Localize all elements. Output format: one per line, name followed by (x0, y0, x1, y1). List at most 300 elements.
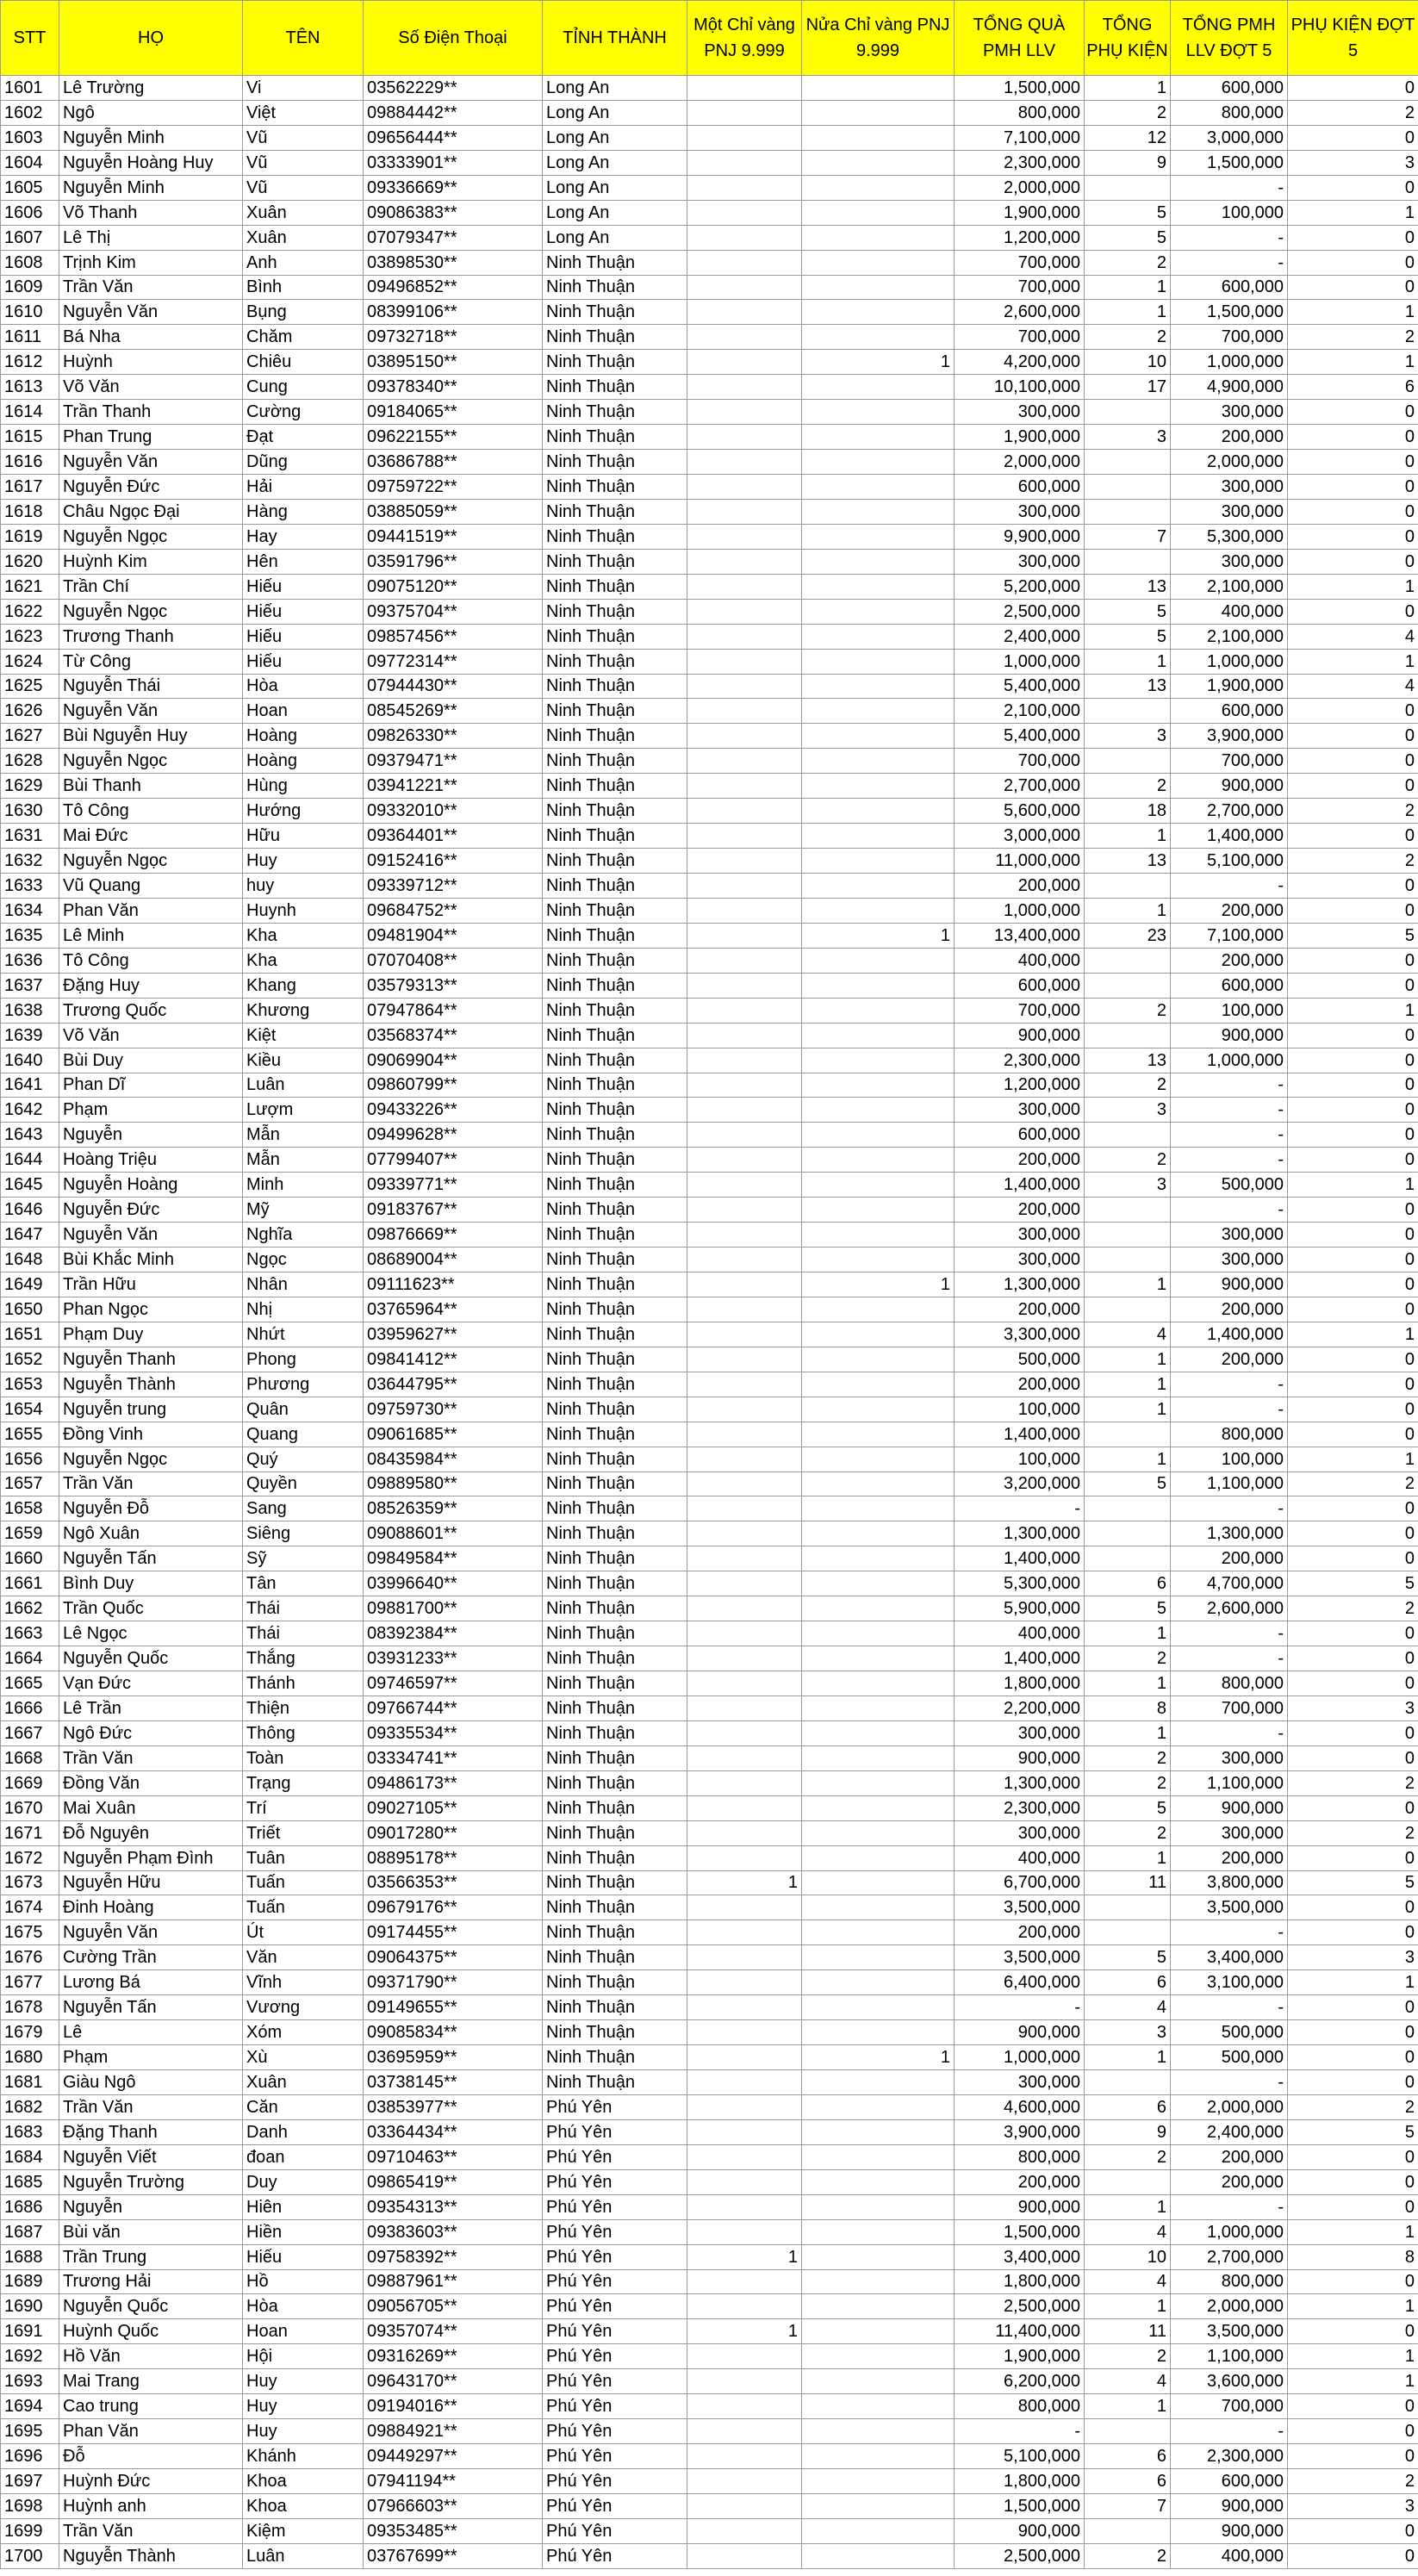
cell-stt[interactable]: 1672 (1, 1845, 59, 1870)
cell-one-gold[interactable] (687, 1671, 802, 1696)
cell-voucher-round5[interactable]: - (1171, 1496, 1288, 1521)
cell-half-gold[interactable] (802, 475, 955, 500)
cell-total-voucher[interactable]: 1,500,000 (955, 2493, 1085, 2518)
cell-ten[interactable]: Tân (243, 1571, 364, 1596)
cell-half-gold[interactable] (802, 1895, 955, 1920)
cell-ho[interactable]: Bùi Khắc Minh (59, 1248, 243, 1272)
cell-accessory-round5[interactable]: 0 (1288, 1646, 1418, 1671)
cell-ten[interactable]: Mỹ (243, 1198, 364, 1223)
cell-ten[interactable]: Siêng (243, 1521, 364, 1546)
cell-phone[interactable]: 09884921** (364, 2419, 543, 2444)
cell-phone[interactable]: 09643170** (364, 2369, 543, 2394)
cell-phone[interactable]: 09379471** (364, 749, 543, 774)
cell-one-gold[interactable] (687, 674, 802, 699)
cell-total-voucher[interactable]: 1,400,000 (955, 1173, 1085, 1198)
cell-one-gold[interactable] (687, 1995, 802, 2020)
cell-phone[interactable]: 09174455** (364, 1920, 543, 1945)
cell-ho[interactable]: Mai Xuân (59, 1795, 243, 1820)
cell-voucher-round5[interactable]: - (1171, 2194, 1288, 2219)
cell-ten[interactable]: Xóm (243, 2020, 364, 2045)
cell-half-gold[interactable] (802, 1422, 955, 1447)
cell-ten[interactable]: Duy (243, 2169, 364, 2194)
cell-total-accessory[interactable]: 1 (1085, 824, 1171, 849)
cell-ho[interactable]: Trần Văn (59, 2094, 243, 2119)
cell-total-voucher[interactable]: 2,100,000 (955, 699, 1085, 724)
cell-ten[interactable]: Việt (243, 100, 364, 125)
cell-province[interactable]: Ninh Thuận (543, 1048, 687, 1073)
header-accessory-round5[interactable]: PHỤ KIỆN ĐỢT 5 (1288, 1, 1418, 76)
cell-ten[interactable]: Hàng (243, 499, 364, 524)
cell-ten[interactable]: Thái (243, 1621, 364, 1646)
cell-total-accessory[interactable] (1085, 2518, 1171, 2543)
cell-one-gold[interactable] (687, 2219, 802, 2244)
cell-one-gold[interactable] (687, 2144, 802, 2169)
cell-phone[interactable]: 03364434** (364, 2119, 543, 2144)
cell-stt[interactable]: 1611 (1, 325, 59, 350)
cell-voucher-round5[interactable]: 700,000 (1171, 325, 1288, 350)
cell-half-gold[interactable]: 1 (802, 2045, 955, 2070)
cell-province[interactable]: Ninh Thuận (543, 1795, 687, 1820)
cell-total-voucher[interactable]: 900,000 (955, 1023, 1085, 1048)
cell-half-gold[interactable] (802, 375, 955, 400)
cell-stt[interactable]: 1608 (1, 250, 59, 275)
cell-one-gold[interactable] (687, 450, 802, 475)
cell-half-gold[interactable] (802, 1521, 955, 1546)
cell-half-gold[interactable] (802, 749, 955, 774)
cell-accessory-round5[interactable]: 2 (1288, 1596, 1418, 1621)
cell-total-voucher[interactable]: 1,500,000 (955, 76, 1085, 101)
cell-accessory-round5[interactable]: 0 (1288, 499, 1418, 524)
cell-total-voucher[interactable]: 5,400,000 (955, 674, 1085, 699)
cell-ten[interactable]: Mẫn (243, 1148, 364, 1173)
cell-accessory-round5[interactable]: 3 (1288, 1945, 1418, 1970)
cell-half-gold[interactable] (802, 874, 955, 899)
cell-half-gold[interactable] (802, 2020, 955, 2045)
cell-total-voucher[interactable]: 200,000 (955, 1148, 1085, 1173)
cell-stt[interactable]: 1687 (1, 2219, 59, 2244)
cell-phone[interactable]: 09710463** (364, 2144, 543, 2169)
cell-phone[interactable]: 03996640** (364, 1571, 543, 1596)
cell-total-accessory[interactable]: 1 (1085, 2194, 1171, 2219)
cell-ten[interactable]: Hay (243, 524, 364, 549)
cell-phone[interactable]: 09758392** (364, 2244, 543, 2269)
cell-ten[interactable]: Khương (243, 998, 364, 1023)
cell-province[interactable]: Ninh Thuận (543, 325, 687, 350)
cell-province[interactable]: Ninh Thuận (543, 1472, 687, 1496)
cell-stt[interactable]: 1609 (1, 275, 59, 300)
cell-one-gold[interactable] (687, 100, 802, 125)
cell-half-gold[interactable] (802, 250, 955, 275)
cell-ten[interactable]: Út (243, 1920, 364, 1945)
cell-one-gold[interactable] (687, 599, 802, 624)
cell-voucher-round5[interactable]: 600,000 (1171, 275, 1288, 300)
cell-one-gold[interactable] (687, 998, 802, 1023)
cell-total-accessory[interactable] (1085, 175, 1171, 200)
cell-half-gold[interactable] (802, 973, 955, 998)
cell-ho[interactable]: Trần Văn (59, 1472, 243, 1496)
cell-total-accessory[interactable]: 1 (1085, 2394, 1171, 2419)
cell-accessory-round5[interactable]: 0 (1288, 125, 1418, 150)
cell-one-gold[interactable] (687, 1795, 802, 1820)
cell-voucher-round5[interactable]: - (1171, 1098, 1288, 1123)
cell-phone[interactable]: 03591796** (364, 549, 543, 574)
cell-ho[interactable]: Bùi văn (59, 2219, 243, 2244)
cell-province[interactable]: Phú Yên (543, 2518, 687, 2543)
cell-province[interactable]: Ninh Thuận (543, 1546, 687, 1571)
cell-phone[interactable]: 09433226** (364, 1098, 543, 1123)
cell-voucher-round5[interactable]: 200,000 (1171, 898, 1288, 923)
cell-one-gold[interactable] (687, 948, 802, 973)
cell-one-gold[interactable] (687, 2469, 802, 2494)
cell-voucher-round5[interactable]: 1,400,000 (1171, 824, 1288, 849)
cell-total-accessory[interactable]: 1 (1085, 2045, 1171, 2070)
cell-voucher-round5[interactable]: 100,000 (1171, 998, 1288, 1023)
cell-total-accessory[interactable]: 1 (1085, 76, 1171, 101)
cell-voucher-round5[interactable]: 3,500,000 (1171, 2319, 1288, 2344)
cell-phone[interactable]: 09766744** (364, 1696, 543, 1720)
cell-stt[interactable]: 1649 (1, 1272, 59, 1297)
cell-province[interactable]: Ninh Thuận (543, 774, 687, 799)
cell-phone[interactable]: 09441519** (364, 524, 543, 549)
cell-stt[interactable]: 1686 (1, 2194, 59, 2219)
cell-ten[interactable]: Tuân (243, 1845, 364, 1870)
cell-accessory-round5[interactable]: 0 (1288, 874, 1418, 899)
cell-ten[interactable]: Hiếu (243, 624, 364, 649)
cell-total-voucher[interactable]: 900,000 (955, 2020, 1085, 2045)
cell-total-accessory[interactable] (1085, 475, 1171, 500)
cell-ho[interactable]: Phạm Duy (59, 1322, 243, 1347)
cell-stt[interactable]: 1627 (1, 724, 59, 749)
cell-accessory-round5[interactable]: 0 (1288, 1422, 1418, 1447)
cell-accessory-round5[interactable]: 4 (1288, 624, 1418, 649)
cell-stt[interactable]: 1659 (1, 1521, 59, 1546)
cell-phone[interactable]: 07966603** (364, 2493, 543, 2518)
cell-one-gold[interactable] (687, 898, 802, 923)
cell-province[interactable]: Ninh Thuận (543, 824, 687, 849)
cell-ho[interactable]: Bá Nha (59, 325, 243, 350)
cell-total-voucher[interactable]: 5,900,000 (955, 1596, 1085, 1621)
cell-half-gold[interactable] (802, 1048, 955, 1073)
cell-accessory-round5[interactable]: 0 (1288, 948, 1418, 973)
cell-ho[interactable]: Huỳnh (59, 350, 243, 375)
cell-ho[interactable]: Nguyễn Minh (59, 125, 243, 150)
cell-voucher-round5[interactable]: 2,600,000 (1171, 1596, 1288, 1621)
cell-province[interactable]: Phú Yên (543, 2219, 687, 2244)
cell-ho[interactable]: Nguyễn Hữu (59, 1870, 243, 1895)
cell-ten[interactable]: Phương (243, 1372, 364, 1397)
cell-total-voucher[interactable]: 200,000 (955, 2169, 1085, 2194)
cell-province[interactable]: Ninh Thuận (543, 1521, 687, 1546)
cell-one-gold[interactable] (687, 1248, 802, 1272)
cell-voucher-round5[interactable]: 800,000 (1171, 2269, 1288, 2294)
cell-accessory-round5[interactable]: 0 (1288, 275, 1418, 300)
cell-total-voucher[interactable]: 2,500,000 (955, 2543, 1085, 2568)
cell-ten[interactable]: Tuấn (243, 1870, 364, 1895)
cell-province[interactable]: Ninh Thuận (543, 300, 687, 325)
cell-half-gold[interactable] (802, 1995, 955, 2020)
cell-stt[interactable]: 1677 (1, 1970, 59, 1995)
cell-one-gold[interactable] (687, 2394, 802, 2419)
cell-stt[interactable]: 1625 (1, 674, 59, 699)
cell-total-accessory[interactable]: 13 (1085, 674, 1171, 699)
cell-province[interactable]: Phú Yên (543, 2194, 687, 2219)
cell-total-accessory[interactable]: 3 (1085, 2020, 1171, 2045)
cell-ho[interactable]: Hồ Văn (59, 2344, 243, 2369)
cell-province[interactable]: Ninh Thuận (543, 450, 687, 475)
cell-stt[interactable]: 1670 (1, 1795, 59, 1820)
cell-ho[interactable]: Nguyễn Thành (59, 1372, 243, 1397)
cell-phone[interactable]: 03562229** (364, 76, 543, 101)
cell-stt[interactable]: 1636 (1, 948, 59, 973)
cell-ho[interactable]: Phan Văn (59, 898, 243, 923)
cell-ho[interactable]: Nguyễn Tấn (59, 1546, 243, 1571)
cell-accessory-round5[interactable]: 0 (1288, 1223, 1418, 1248)
cell-half-gold[interactable] (802, 1248, 955, 1272)
cell-accessory-round5[interactable]: 1 (1288, 2294, 1418, 2319)
cell-ten[interactable]: Quyền (243, 1472, 364, 1496)
cell-ten[interactable]: Thái (243, 1596, 364, 1621)
cell-voucher-round5[interactable]: 300,000 (1171, 1223, 1288, 1248)
cell-one-gold[interactable] (687, 1372, 802, 1397)
cell-accessory-round5[interactable]: 5 (1288, 1571, 1418, 1596)
cell-total-voucher[interactable]: 3,000,000 (955, 824, 1085, 849)
cell-total-accessory[interactable]: 2 (1085, 998, 1171, 1023)
cell-one-gold[interactable] (687, 1845, 802, 1870)
cell-ho[interactable]: Nguyễn Đỗ (59, 1496, 243, 1521)
cell-province[interactable]: Ninh Thuận (543, 1422, 687, 1447)
cell-phone[interactable]: 09759722** (364, 475, 543, 500)
cell-total-accessory[interactable]: 2 (1085, 1745, 1171, 1770)
cell-province[interactable]: Phú Yên (543, 2344, 687, 2369)
cell-total-voucher[interactable]: 300,000 (955, 2070, 1085, 2095)
cell-half-gold[interactable] (802, 1347, 955, 1372)
cell-one-gold[interactable] (687, 1820, 802, 1845)
cell-total-voucher[interactable]: 2,300,000 (955, 1795, 1085, 1820)
cell-stt[interactable]: 1660 (1, 1546, 59, 1571)
cell-province[interactable]: Ninh Thuận (543, 1073, 687, 1098)
cell-ho[interactable]: Huỳnh Đức (59, 2469, 243, 2494)
cell-accessory-round5[interactable]: 0 (1288, 1720, 1418, 1745)
cell-stt[interactable]: 1678 (1, 1995, 59, 2020)
cell-ho[interactable]: Trương Hải (59, 2269, 243, 2294)
cell-voucher-round5[interactable]: 2,000,000 (1171, 450, 1288, 475)
cell-total-voucher[interactable]: 200,000 (955, 1198, 1085, 1223)
cell-province[interactable]: Phú Yên (543, 2144, 687, 2169)
cell-stt[interactable]: 1641 (1, 1073, 59, 1098)
cell-total-voucher[interactable]: 300,000 (955, 1820, 1085, 1845)
cell-ten[interactable]: Trạng (243, 1770, 364, 1795)
cell-total-voucher[interactable]: 800,000 (955, 100, 1085, 125)
cell-one-gold[interactable] (687, 1970, 802, 1995)
cell-stt[interactable]: 1656 (1, 1447, 59, 1472)
cell-ho[interactable]: Lê Thị (59, 225, 243, 250)
cell-ho[interactable]: Lê Trần (59, 1696, 243, 1720)
cell-phone[interactable]: 09086383** (364, 200, 543, 225)
cell-province[interactable]: Ninh Thuận (543, 1995, 687, 2020)
cell-stt[interactable]: 1668 (1, 1745, 59, 1770)
cell-accessory-round5[interactable]: 0 (1288, 1546, 1418, 1571)
cell-phone[interactable]: 09679176** (364, 1895, 543, 1920)
cell-phone[interactable]: 08545269** (364, 699, 543, 724)
cell-total-accessory[interactable] (1085, 1297, 1171, 1322)
cell-voucher-round5[interactable]: 3,600,000 (1171, 2369, 1288, 2394)
cell-total-voucher[interactable]: 2,600,000 (955, 300, 1085, 325)
cell-total-accessory[interactable]: 23 (1085, 923, 1171, 948)
cell-total-accessory[interactable] (1085, 1198, 1171, 1223)
cell-stt[interactable]: 1638 (1, 998, 59, 1023)
cell-one-gold[interactable] (687, 125, 802, 150)
cell-total-voucher[interactable]: 5,200,000 (955, 574, 1085, 599)
cell-voucher-round5[interactable]: 4,700,000 (1171, 1571, 1288, 1596)
cell-half-gold[interactable] (802, 724, 955, 749)
cell-voucher-round5[interactable]: 600,000 (1171, 2469, 1288, 2494)
cell-ten[interactable]: Kiệt (243, 1023, 364, 1048)
cell-province[interactable]: Ninh Thuận (543, 1696, 687, 1720)
cell-ho[interactable]: Bùi Thanh (59, 774, 243, 799)
cell-half-gold[interactable] (802, 1447, 955, 1472)
cell-half-gold[interactable] (802, 125, 955, 150)
cell-ho[interactable]: Nguyễn Hoàng (59, 1173, 243, 1198)
cell-one-gold[interactable] (687, 649, 802, 674)
cell-half-gold[interactable] (802, 849, 955, 874)
cell-ho[interactable]: Nguyễn Hoàng Huy (59, 150, 243, 175)
cell-province[interactable]: Ninh Thuận (543, 1920, 687, 1945)
cell-ten[interactable]: Nhứt (243, 1322, 364, 1347)
cell-phone[interactable]: 03644795** (364, 1372, 543, 1397)
cell-total-voucher[interactable]: 10,100,000 (955, 375, 1085, 400)
cell-voucher-round5[interactable]: 200,000 (1171, 2169, 1288, 2194)
cell-stt[interactable]: 1671 (1, 1820, 59, 1845)
cell-one-gold[interactable] (687, 1696, 802, 1720)
cell-province[interactable]: Long An (543, 100, 687, 125)
cell-total-voucher[interactable]: 4,600,000 (955, 2094, 1085, 2119)
cell-half-gold[interactable] (802, 998, 955, 1023)
cell-phone[interactable]: 03767699** (364, 2543, 543, 2568)
cell-phone[interactable]: 09364401** (364, 824, 543, 849)
cell-half-gold[interactable] (802, 425, 955, 450)
cell-one-gold[interactable] (687, 2493, 802, 2518)
cell-stt[interactable]: 1663 (1, 1621, 59, 1646)
cell-total-voucher[interactable]: 3,400,000 (955, 2244, 1085, 2269)
cell-phone[interactable]: 09889580** (364, 1472, 543, 1496)
cell-total-voucher[interactable]: 2,400,000 (955, 624, 1085, 649)
cell-accessory-round5[interactable]: 2 (1288, 2094, 1418, 2119)
cell-one-gold[interactable] (687, 2119, 802, 2144)
cell-total-voucher[interactable]: 1,300,000 (955, 1272, 1085, 1297)
cell-ten[interactable]: Hòa (243, 2294, 364, 2319)
cell-one-gold[interactable] (687, 1347, 802, 1372)
cell-one-gold[interactable] (687, 150, 802, 175)
cell-total-voucher[interactable]: 6,700,000 (955, 1870, 1085, 1895)
cell-phone[interactable]: 03334741** (364, 1745, 543, 1770)
cell-accessory-round5[interactable]: 0 (1288, 2543, 1418, 2568)
cell-ten[interactable]: Văn (243, 1945, 364, 1970)
cell-total-accessory[interactable] (1085, 1223, 1171, 1248)
cell-accessory-round5[interactable]: 0 (1288, 76, 1418, 101)
cell-voucher-round5[interactable]: 600,000 (1171, 76, 1288, 101)
cell-phone[interactable]: 09152416** (364, 849, 543, 874)
cell-ten[interactable]: Trí (243, 1795, 364, 1820)
cell-accessory-round5[interactable]: 0 (1288, 2169, 1418, 2194)
cell-total-voucher[interactable]: 1,800,000 (955, 2269, 1085, 2294)
cell-stt[interactable]: 1666 (1, 1696, 59, 1720)
cell-ten[interactable]: Khang (243, 973, 364, 998)
cell-province[interactable]: Phú Yên (543, 2419, 687, 2444)
cell-stt[interactable]: 1664 (1, 1646, 59, 1671)
cell-half-gold[interactable] (802, 2070, 955, 2095)
cell-half-gold[interactable] (802, 624, 955, 649)
cell-ho[interactable]: Trần Hữu (59, 1272, 243, 1297)
cell-total-voucher[interactable]: 300,000 (955, 400, 1085, 425)
cell-total-voucher[interactable]: 1,000,000 (955, 2045, 1085, 2070)
cell-phone[interactable]: 03885059** (364, 499, 543, 524)
cell-one-gold[interactable] (687, 1073, 802, 1098)
cell-ten[interactable]: Hiếu (243, 574, 364, 599)
cell-voucher-round5[interactable]: 5,100,000 (1171, 849, 1288, 874)
cell-stt[interactable]: 1630 (1, 799, 59, 824)
cell-voucher-round5[interactable]: 3,900,000 (1171, 724, 1288, 749)
cell-accessory-round5[interactable]: 0 (1288, 400, 1418, 425)
cell-stt[interactable]: 1694 (1, 2394, 59, 2419)
cell-accessory-round5[interactable]: 0 (1288, 1272, 1418, 1297)
cell-one-gold[interactable] (687, 1646, 802, 1671)
cell-total-accessory[interactable]: 2 (1085, 2344, 1171, 2369)
cell-total-accessory[interactable] (1085, 1895, 1171, 1920)
cell-phone[interactable]: 09354313** (364, 2194, 543, 2219)
cell-total-accessory[interactable]: 2 (1085, 250, 1171, 275)
header-voucher-round5[interactable]: TỔNG PMH LLV ĐỢT 5 (1171, 1, 1288, 76)
cell-accessory-round5[interactable]: 0 (1288, 1621, 1418, 1646)
cell-total-accessory[interactable]: 13 (1085, 574, 1171, 599)
cell-ho[interactable]: Lê Minh (59, 923, 243, 948)
cell-total-voucher[interactable]: 2,500,000 (955, 2294, 1085, 2319)
cell-ten[interactable]: Vũ (243, 150, 364, 175)
cell-province[interactable]: Ninh Thuận (543, 799, 687, 824)
cell-total-voucher[interactable]: 2,500,000 (955, 599, 1085, 624)
cell-stt[interactable]: 1646 (1, 1198, 59, 1223)
cell-ho[interactable]: Nguyễn Ngọc (59, 599, 243, 624)
cell-voucher-round5[interactable]: 900,000 (1171, 774, 1288, 799)
cell-phone[interactable]: 09656444** (364, 125, 543, 150)
cell-half-gold[interactable] (802, 774, 955, 799)
cell-ho[interactable]: Phạm (59, 2045, 243, 2070)
cell-total-accessory[interactable]: 8 (1085, 1696, 1171, 1720)
cell-province[interactable]: Ninh Thuận (543, 400, 687, 425)
cell-phone[interactable]: 09841412** (364, 1347, 543, 1372)
cell-ho[interactable]: Nguyễn Văn (59, 1223, 243, 1248)
cell-total-voucher[interactable]: 1,000,000 (955, 649, 1085, 674)
cell-half-gold[interactable] (802, 2543, 955, 2568)
cell-ho[interactable]: Nguyễn Thanh (59, 1347, 243, 1372)
cell-ten[interactable]: Sỹ (243, 1546, 364, 1571)
cell-total-accessory[interactable] (1085, 948, 1171, 973)
cell-voucher-round5[interactable]: - (1171, 1372, 1288, 1397)
cell-total-voucher[interactable]: 400,000 (955, 1845, 1085, 1870)
cell-ten[interactable]: Kha (243, 948, 364, 973)
cell-phone[interactable]: 09332010** (364, 799, 543, 824)
cell-ho[interactable]: Phan Văn (59, 2419, 243, 2444)
cell-half-gold[interactable] (802, 1795, 955, 1820)
cell-ho[interactable]: Từ Công (59, 649, 243, 674)
cell-ho[interactable]: Võ Văn (59, 1023, 243, 1048)
cell-one-gold[interactable] (687, 799, 802, 824)
cell-total-voucher[interactable]: 1,300,000 (955, 1770, 1085, 1795)
cell-ten[interactable]: Xuân (243, 225, 364, 250)
cell-province[interactable]: Ninh Thuận (543, 425, 687, 450)
cell-half-gold[interactable] (802, 1745, 955, 1770)
cell-province[interactable]: Ninh Thuận (543, 874, 687, 899)
cell-one-gold[interactable] (687, 1621, 802, 1646)
